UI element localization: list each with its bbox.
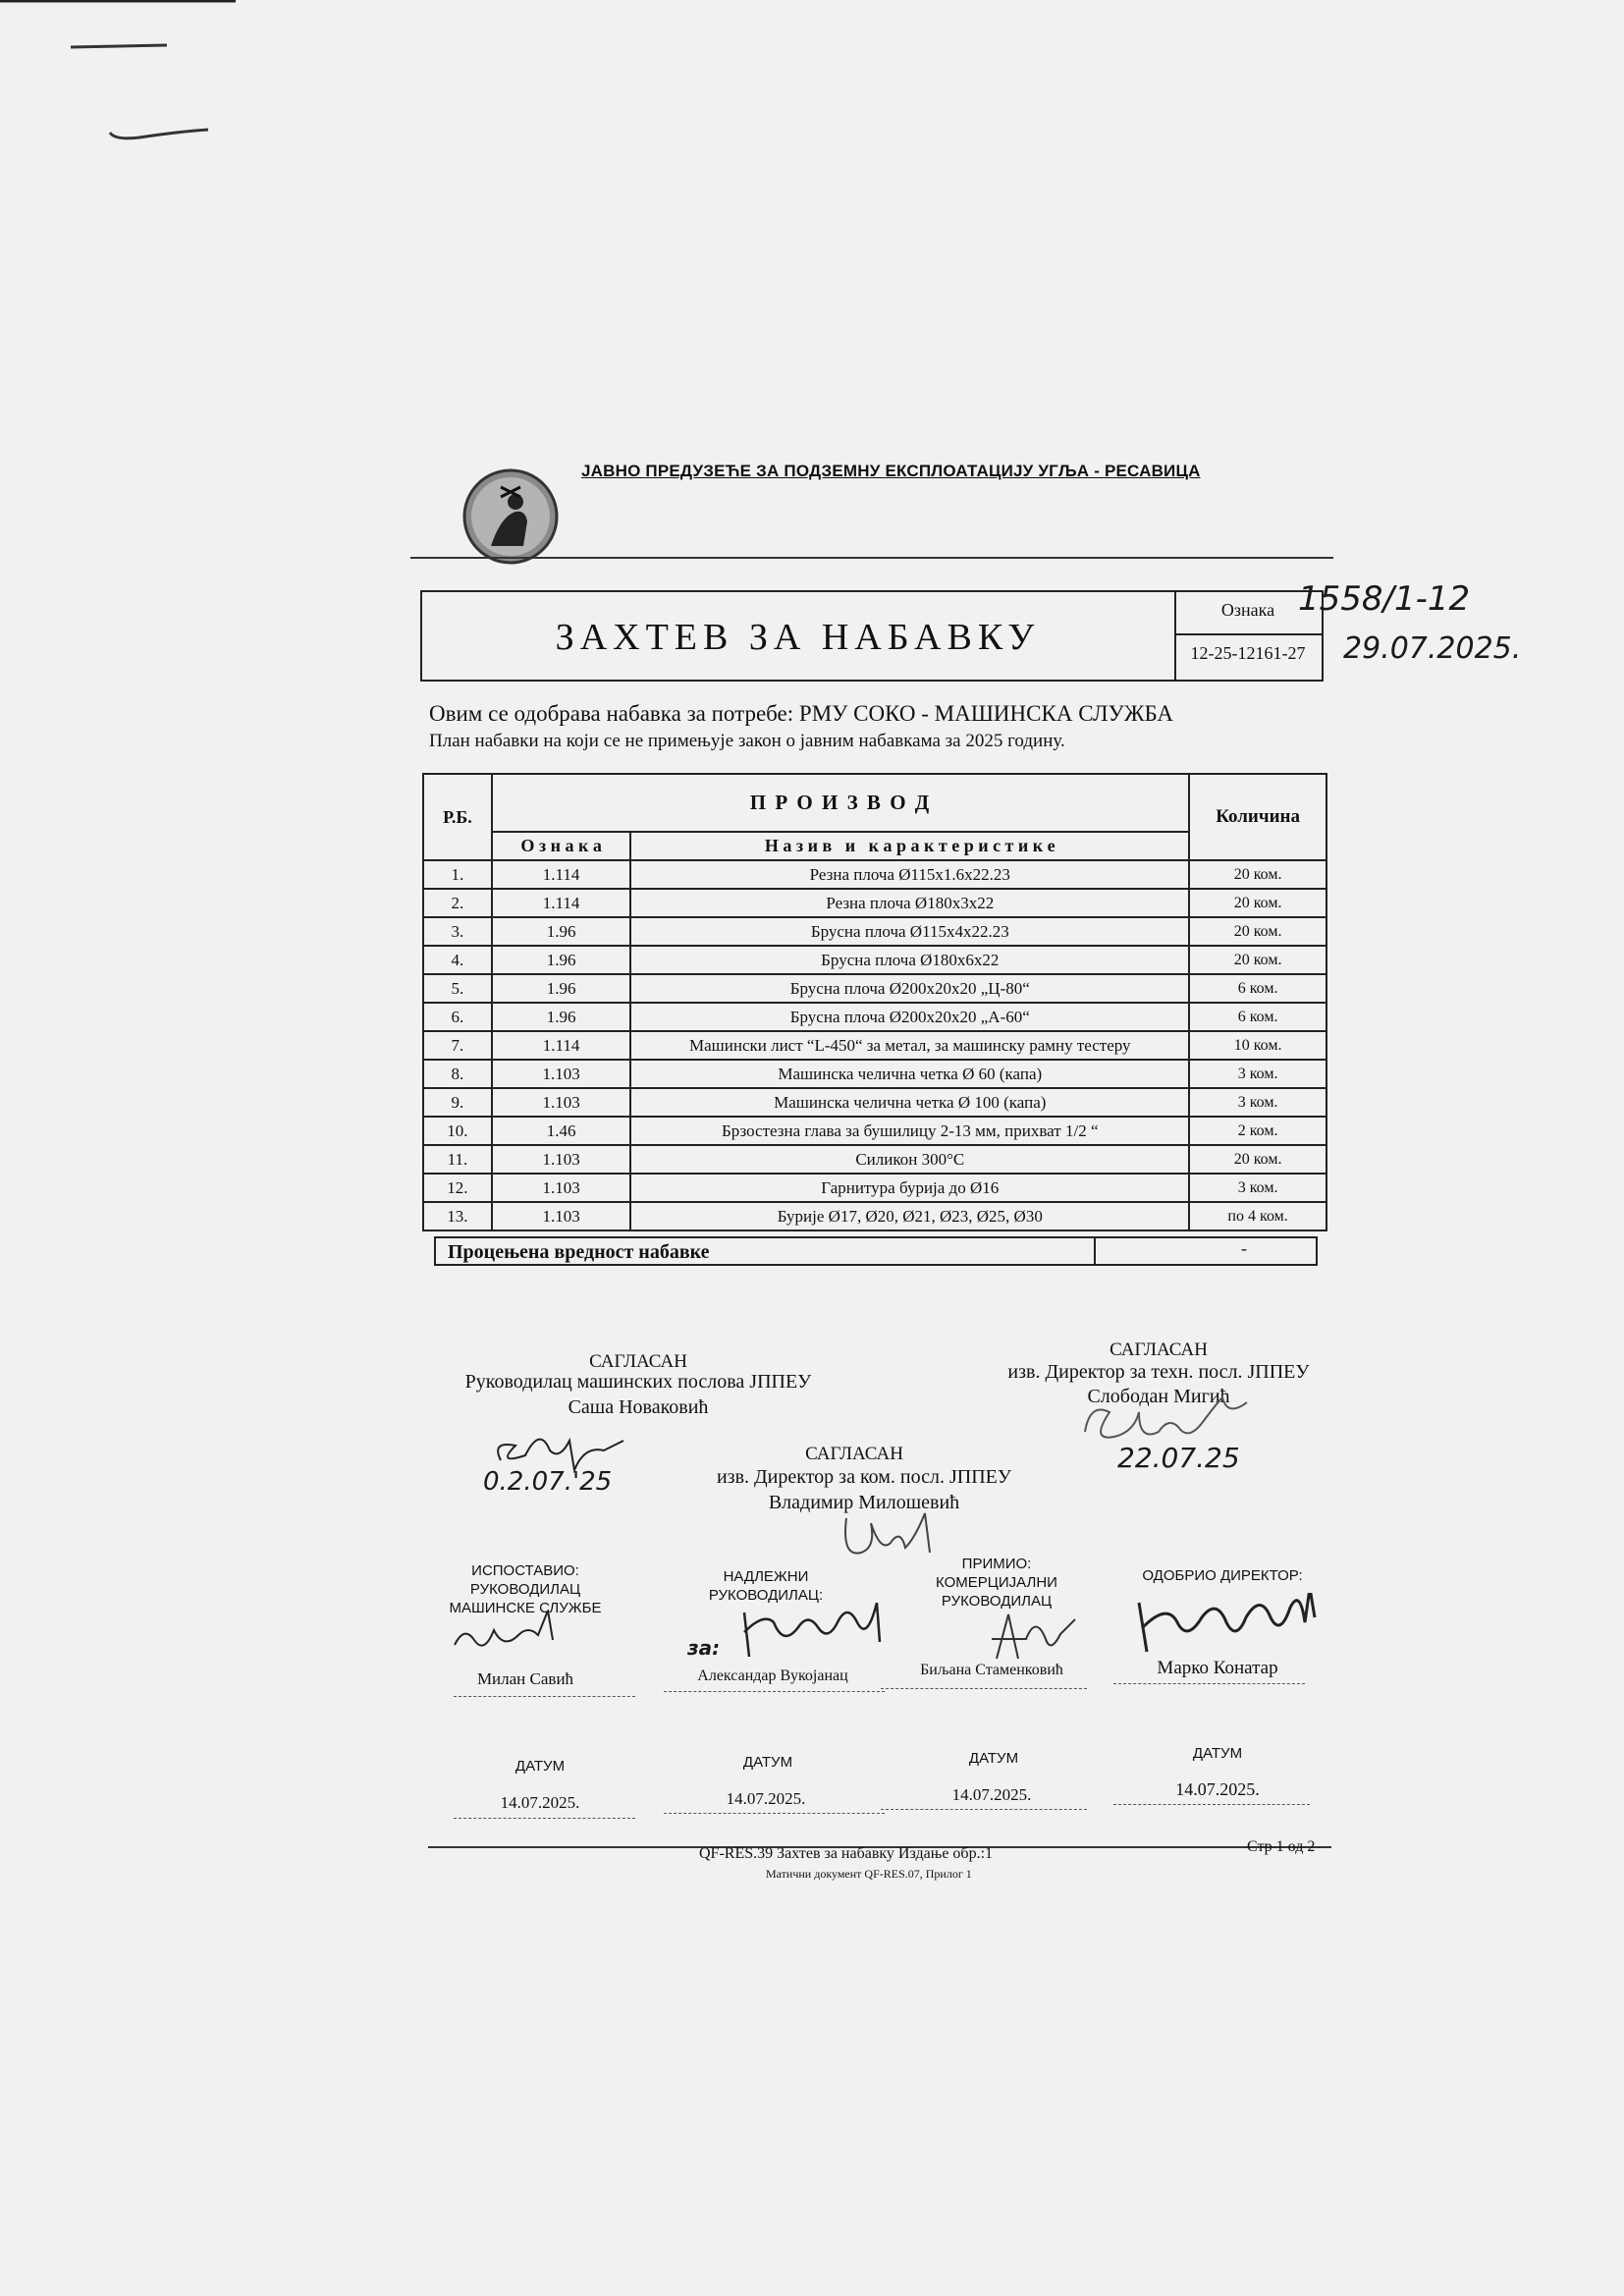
footer-parent-doc: Матични документ QF-RES.07, Прилог 1 xyxy=(766,1867,972,1881)
row-number: 13. xyxy=(423,1202,492,1230)
table-row xyxy=(423,860,1326,889)
signer-2-line xyxy=(664,1691,885,1692)
row-code: 1.114 xyxy=(492,860,631,889)
date-1-value: 14.07.2025. xyxy=(500,1793,580,1812)
date-4-label: ДАТУМ xyxy=(1192,1745,1243,1762)
row-code: 1.46 xyxy=(492,1117,631,1145)
date-2-label: ДАТУМ xyxy=(742,1754,793,1771)
date-4-value: 14.07.2025. xyxy=(1175,1779,1260,1799)
row-quantity: 20 ком. xyxy=(1189,889,1326,917)
designation-label: Ознака xyxy=(1220,600,1275,620)
row-number: 11. xyxy=(423,1145,492,1174)
row-name: Брусна плоча Ø180x6x22 xyxy=(630,946,1189,974)
signer-4-name: Марко Конатар xyxy=(1157,1658,1278,1678)
col-rb-header: Р.Б. xyxy=(423,774,492,860)
row-quantity: 2 ком. xyxy=(1189,1117,1326,1145)
title-box xyxy=(420,590,1324,682)
company-logo xyxy=(461,467,560,566)
table-row xyxy=(423,946,1326,974)
table-row xyxy=(423,974,1326,1003)
date-3-value: 14.07.2025. xyxy=(951,1785,1032,1804)
signature-stamenkovic xyxy=(982,1605,1090,1664)
date-4-line xyxy=(1113,1804,1310,1805)
table-row xyxy=(423,917,1326,946)
row-code: 1.103 xyxy=(492,1145,631,1174)
footer-form-code: QF-RES.39 Захтев за набавку Издање обр.:1 xyxy=(699,1845,994,1862)
row-number: 12. xyxy=(423,1174,492,1202)
row-name: Брусна плоча Ø200x20x20 „А-60“ xyxy=(630,1003,1189,1031)
date-3-line xyxy=(881,1809,1087,1810)
row-number: 7. xyxy=(423,1031,492,1060)
approval-3-title: САГЛАСАН xyxy=(805,1444,903,1464)
approval-3-role: изв. Директор за ком. посл. ЈППЕУ xyxy=(716,1466,1012,1488)
handwritten-number: 1558/1-12 xyxy=(1298,579,1471,619)
row-number: 5. xyxy=(423,974,492,1003)
estimate-label: Процењена вредност набавке xyxy=(448,1241,710,1263)
signer-2-prefix: за: xyxy=(687,1636,721,1660)
row-quantity: 3 ком. xyxy=(1189,1088,1326,1117)
date-3-label: ДАТУМ xyxy=(968,1750,1019,1767)
row-code: 1.103 xyxy=(492,1202,631,1230)
row-quantity: 20 ком. xyxy=(1189,860,1326,889)
footer-page: Стр 1 од 2 xyxy=(1247,1838,1316,1855)
signer-2-name: Александар Вукојанац xyxy=(697,1667,848,1684)
estimate-divider xyxy=(1094,1238,1096,1264)
intro-line-2: План набавки на који се не примењује закон о јавним набавкама за 2025 годину. xyxy=(429,731,1065,751)
row-name: Брзостезна глава за бушилицу 2-13 мм, прихват 1/2 “ xyxy=(630,1117,1189,1145)
signature-savic xyxy=(450,1611,587,1660)
table-row xyxy=(423,1145,1326,1174)
company-name: ЈАВНО ПРЕДУЗЕЋЕ ЗА ПОДЗЕМНУ ЕКСПЛОАТАЦИЈУ УГЉА - РЕСАВИЦА xyxy=(581,462,1201,480)
signer-3-title: ПРИМИО: КОМЕРЦИЈАЛНИ РУКОВОДИЛАЦ xyxy=(936,1556,1057,1610)
row-code: 1.96 xyxy=(492,974,631,1003)
row-name: Машинска челична четка Ø 60 (капа) xyxy=(630,1060,1189,1088)
col-code-header: О з н а к а xyxy=(492,832,631,860)
items-table xyxy=(422,773,1327,1231)
handwritten-date: 29.07.2025. xyxy=(1343,631,1522,666)
row-number: 4. xyxy=(423,946,492,974)
intro-line-1: Овим се одобрава набавка за потребе: РМУ СОКО - МАШИНСКА СЛУЖБА xyxy=(429,701,1173,726)
approval-2-name: Слободан Мигић xyxy=(1087,1386,1230,1407)
approval-1-role: Руководилац машинских послова ЈППЕУ xyxy=(464,1371,812,1393)
date-1-line xyxy=(454,1818,635,1819)
approval-2-title: САГЛАСАН xyxy=(1110,1339,1208,1360)
col-product-header: П Р О И З В О Д xyxy=(492,774,1189,832)
row-name: Машинска челична четка Ø 100 (капа) xyxy=(630,1088,1189,1117)
row-name: Резна плоча Ø115x1.6x22.23 xyxy=(630,860,1189,889)
row-quantity: 20 ком. xyxy=(1189,1145,1326,1174)
row-quantity: 3 ком. xyxy=(1189,1174,1326,1202)
estimate-value: - xyxy=(1241,1238,1247,1258)
signature-vukojanac xyxy=(734,1603,892,1662)
table-row xyxy=(423,1003,1326,1031)
row-code: 1.96 xyxy=(492,917,631,946)
title-divider-horizontal xyxy=(1174,633,1322,635)
document-title: ЗАХТЕВ ЗА НАБАВКУ xyxy=(555,617,1041,658)
col-name-header: Н а з и в и к а р а к т е р и с т и к е xyxy=(630,832,1189,860)
row-number: 1. xyxy=(423,860,492,889)
date-2-line xyxy=(664,1813,885,1814)
row-quantity: 10 ком. xyxy=(1189,1031,1326,1060)
row-number: 6. xyxy=(423,1003,492,1031)
approval-1-title: САГЛАСАН xyxy=(589,1351,687,1372)
table-row xyxy=(423,1202,1326,1230)
row-quantity: 3 ком. xyxy=(1189,1060,1326,1088)
row-quantity: 6 ком. xyxy=(1189,974,1326,1003)
row-code: 1.114 xyxy=(492,1031,631,1060)
signer-4-line xyxy=(1113,1683,1305,1684)
row-quantity: 20 ком. xyxy=(1189,946,1326,974)
row-quantity: 6 ком. xyxy=(1189,1003,1326,1031)
table-row xyxy=(423,889,1326,917)
row-name: Силикон 300°C xyxy=(630,1145,1189,1174)
estimate-row xyxy=(434,1236,1318,1266)
table-row xyxy=(423,1174,1326,1202)
signer-2-title: НАДЛЕЖНИ РУКОВОДИЛАЦ: xyxy=(708,1568,824,1604)
row-code: 1.103 xyxy=(492,1174,631,1202)
approval-3-name: Владимир Милошевић xyxy=(768,1492,960,1513)
row-name: Брусна плоча Ø200x20x20 „Ц-80“ xyxy=(630,974,1189,1003)
row-number: 10. xyxy=(423,1117,492,1145)
row-code: 1.103 xyxy=(492,1060,631,1088)
row-code: 1.96 xyxy=(492,1003,631,1031)
date-2-value: 14.07.2025. xyxy=(726,1789,806,1808)
row-name: Резна плоча Ø180x3x22 xyxy=(630,889,1189,917)
approval-1-hand-date: 0.2.07.'25 xyxy=(483,1467,613,1497)
row-name: Брусна плоча Ø115x4x22.23 xyxy=(630,917,1189,946)
signer-3-line xyxy=(881,1688,1087,1689)
table-row xyxy=(423,1060,1326,1088)
row-number: 8. xyxy=(423,1060,492,1088)
row-code: 1.96 xyxy=(492,946,631,974)
approval-2-role: изв. Директор за техн. посл. ЈППЕУ xyxy=(1007,1361,1310,1383)
date-1-label: ДАТУМ xyxy=(514,1758,566,1775)
signer-3-name: Биљана Стаменковић xyxy=(920,1662,1063,1678)
row-name: Гарнитура бурија до Ø16 xyxy=(630,1174,1189,1202)
row-number: 2. xyxy=(423,889,492,917)
signer-1-title: ИСПОСТАВИО: РУКОВОДИЛАЦ МАШИНСКЕ СЛУЖБЕ xyxy=(449,1562,602,1616)
row-code: 1.114 xyxy=(492,889,631,917)
row-code: 1.103 xyxy=(492,1088,631,1117)
signature-konatar xyxy=(1129,1593,1326,1662)
row-name: Машински лист “L-450“ за метал, за машинску рамну тестеру xyxy=(630,1031,1189,1060)
row-quantity: по 4 ком. xyxy=(1189,1202,1326,1230)
signer-1-name: Милан Савић xyxy=(476,1669,574,1688)
edge-mark xyxy=(0,0,255,147)
row-quantity: 20 ком. xyxy=(1189,917,1326,946)
row-number: 9. xyxy=(423,1088,492,1117)
approval-1-name: Саша Новаковић xyxy=(568,1396,709,1418)
row-number: 3. xyxy=(423,917,492,946)
signer-4-title: ОДОБРИО ДИРЕКТОР: xyxy=(1142,1567,1303,1584)
signer-1-line xyxy=(454,1696,635,1697)
designation-value: 12-25-12161-27 xyxy=(1190,643,1306,663)
approval-2-hand-date: 22.07.25 xyxy=(1117,1442,1240,1474)
table-row xyxy=(423,1031,1326,1060)
header-divider xyxy=(410,557,1333,559)
table-row xyxy=(423,1117,1326,1145)
col-qty-header: Количина xyxy=(1189,774,1326,860)
row-name: Бурије Ø17, Ø20, Ø21, Ø23, Ø25, Ø30 xyxy=(630,1202,1189,1230)
table-row xyxy=(423,1088,1326,1117)
